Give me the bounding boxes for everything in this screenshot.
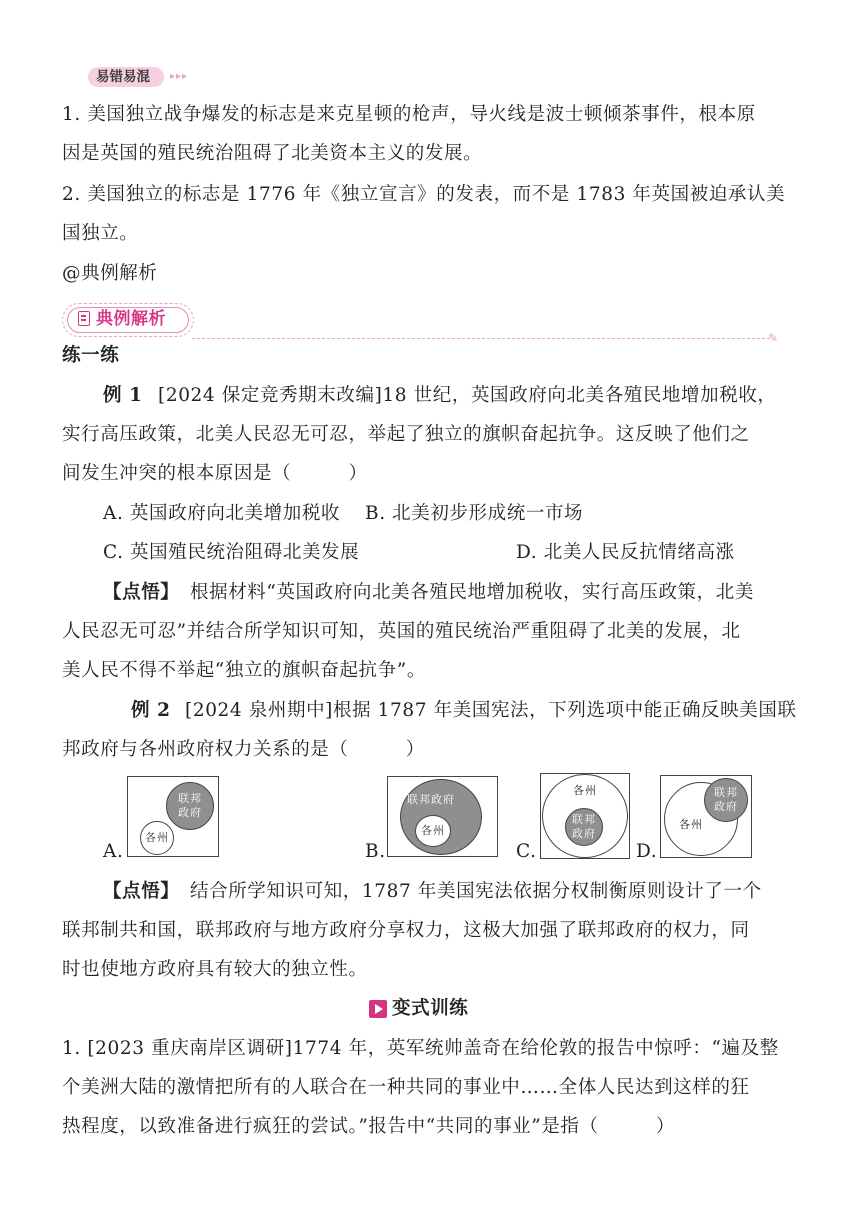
state-circle [415, 815, 451, 847]
example-1-option-d: D. 北美人民反抗情绪高涨 [516, 542, 735, 563]
option-c-diagram [540, 773, 630, 859]
note-line-4: 国独立。 [62, 223, 139, 244]
example-1-line-1: [2024 保定竞秀期末改编]18 世纪，英国政府向北美各殖民地增加税收， [158, 385, 777, 406]
section-badge-label: 典例解析 [96, 309, 166, 329]
state-label: 各州 [679, 818, 703, 831]
example-1-option-c: C. 英国殖民统治阻碍北美发展 [103, 542, 360, 563]
example-2-hint-line-2: 联邦制共和国，联邦政府与地方政府分享权力，这极大加强了联邦政府的权力，同 [62, 920, 750, 941]
play-icon [369, 1000, 387, 1018]
variant-title: 变式训练 [392, 998, 469, 1019]
option-a-diagram [127, 776, 219, 857]
federal-label: 联邦政府 [178, 792, 202, 819]
variant-line-3: 热程度，以致准备进行疯狂的尝试。”报告中“共同的事业”是指（ ） [62, 1116, 676, 1137]
note-line-5: @典例解析 [62, 263, 158, 284]
variant-line-1: 1. [2023 重庆南岸区调研]1774 年，英军统帅盖奇在给伦敦的报告中惊呼：“遍及整 [62, 1038, 779, 1059]
example-1-option-b: B. 北美初步形成统一市场 [365, 503, 584, 524]
state-circle [140, 821, 174, 855]
federal-circle [704, 778, 748, 822]
pencil-icon: ✎ [768, 331, 779, 345]
option-d-diagram [660, 775, 752, 858]
example-2-hint-label: 【点悟】 [103, 881, 180, 902]
mistake-tag-label: 易错易混 [96, 69, 150, 85]
federal-label: 联邦政府 [572, 813, 596, 840]
variant-line-2: 个美洲大陆的激情把所有的人联合在一种共同的事业中……全体人民达到这样的狂 [62, 1077, 750, 1098]
federal-label: 联邦政府 [714, 786, 738, 813]
practice-title: 练一练 [62, 345, 120, 366]
example-1-hint-line-3: 美人民不得不举起“独立的旗帜奋起抗争”。 [62, 660, 426, 681]
example-1-line-3: 间发生冲突的根本原因是（ ） [62, 463, 368, 484]
option-d-letter: D. [636, 841, 658, 862]
federal-circle [565, 808, 603, 846]
example-2-hint-line-3: 时也使地方政府具有较大的独立性。 [62, 959, 368, 980]
example-2-label: 例 2 [131, 700, 171, 721]
state-label: 各州 [573, 784, 597, 797]
option-c-letter: C. [516, 841, 537, 862]
note-line-3: 2. 美国独立的标志是 1776 年《独立宣言》的发表，而不是 1783 年英国被迫承认美 [62, 184, 786, 205]
note-line-2: 因是英国的殖民统治阻碍了北美资本主义的发展。 [62, 143, 483, 164]
example-2-line-1: [2024 泉州期中]根据 1787 年美国宪法，下列选项中能正确反映美国联 [185, 700, 797, 721]
state-label: 各州 [421, 824, 445, 837]
option-a-letter: A. [103, 841, 124, 862]
example-1-hint-label: 【点悟】 [103, 582, 180, 603]
section-divider [192, 338, 770, 339]
example-1-option-a: A. 英国政府向北美增加税收 [103, 503, 341, 524]
example-2-line-2: 邦政府与各州政府权力关系的是（ ） [62, 739, 425, 760]
option-b-letter: B. [365, 841, 386, 862]
option-b-diagram [387, 776, 498, 857]
state-label: 各州 [145, 831, 169, 844]
example-1-label: 例 1 [103, 385, 143, 406]
example-1-line-2: 实行高压政策，北美人民忍无可忍，举起了独立的旗帜奋起抗争。这反映了他们之 [62, 424, 750, 445]
document-icon [78, 311, 90, 326]
example-1-hint-line-1: 根据材料“英国政府向北美各殖民地增加税收，实行高压政策，北美 [190, 582, 754, 603]
tag-arrows-icon: ▸▸▸ [170, 71, 189, 82]
example-2-hint-line-1: 结合所学知识可知，1787 年美国宪法依据分权制衡原则设计了一个 [190, 881, 762, 902]
note-line-1: 1. 美国独立战争爆发的标志是来克星顿的枪声，导火线是波士顿倾茶事件，根本原 [62, 104, 756, 125]
federal-circle [166, 782, 214, 830]
example-1-hint-line-2: 人民忍无可忍”并结合所学知识可知，英国的殖民统治严重阻碍了北美的发展，北 [62, 621, 741, 642]
federal-label: 联邦政府 [407, 793, 455, 806]
